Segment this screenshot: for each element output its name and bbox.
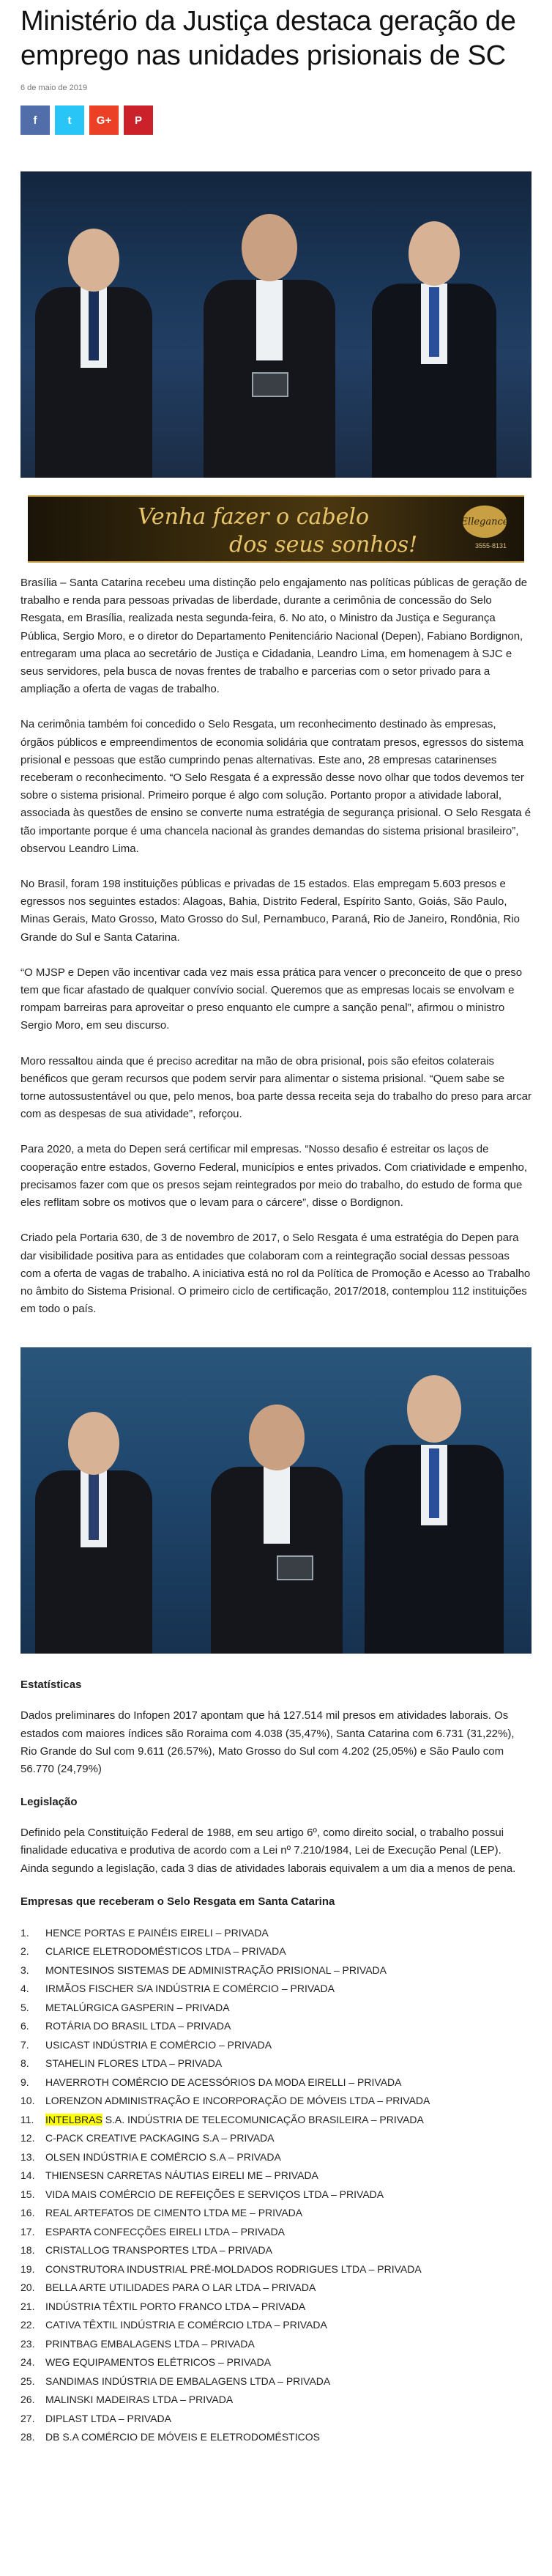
ad-line-2: dos seus sonhos! [229, 532, 418, 558]
list-item: 10. LORENZON ADMINISTRAÇÃO E INCORPORAÇÃO DE MÓVEIS LTDA – PRIVADA [20, 2095, 430, 2107]
list-item: 18. CRISTALLOG TRANSPORTES LTDA – PRIVADA [20, 2244, 272, 2257]
paragraph: Para 2020, a meta do Depen será certificar mil empresas. “Nosso desafio é estreitar os laços de cooperação entre estados, Governo Federal, municípios e entes privados. Com criatividade e empenho, precisamos fazer com que os presos sejam reintegrados por meio do trabalho, do estudo de forma que eles reflitam sobre os motivos que o levam para o cárcere”, disse o Bordignon. [20, 1143, 528, 1210]
pinterest-icon: P [134, 114, 142, 127]
paragraph: “O MJSP e Depen vão incentivar cada vez mais essa prática para vencer o preconceito de que o preso tem que ficar afastado de qualquer convívio social. Queremos que as empresas locais se envolvam e rompam barreiras para aproveitar o preso enquanto ele cumpre a sanção penal”, afirmou o ministro Sergio Moro, em seu discurso. [20, 966, 523, 1032]
paragraph: Criado pela Portaria 630, de 3 de novembro de 2017, o Selo Resgata é uma estratégia do Depen para dar visibilidade positiva para as entidades que colaboram com a reintegração social dessas pessoas com a oferta de vagas de trabalho. A iniciativa está no rol da Política de Promoção e Acesso ao Trabalho no âmbito do Sistema Prisional. O primeiro ciclo de certificação, 2017/2018, contemplou 112 instituições em todo o país. [20, 1232, 531, 1316]
ad-phone: 3555-8131 [474, 542, 507, 549]
stats-heading: Estatísticas [20, 1679, 82, 1692]
law-heading: Legislação [20, 1796, 78, 1809]
ceremony-photo [20, 171, 532, 478]
salon-ad-banner[interactable] [28, 495, 524, 563]
list-item: 6. ROTÁRIA DO BRASIL LTDA – PRIVADA [20, 2020, 231, 2032]
search-highlight: INTELBRAS [45, 2113, 102, 2125]
law-section [20, 1824, 532, 1878]
person-left [35, 1412, 152, 1654]
article-date: 6 de maio de 2019 [20, 84, 88, 92]
article-body [20, 574, 532, 1318]
stats-paragraph: Dados preliminares do Infopen 2017 apontam que há 127.514 mil presos em atividades laborais. Os estados com maiores índices são Roraima com 4.038 (35,47%), Santa Catarina com 6.731 (31,22%), Rio Grande do Sul com 9.611 (26.57%), Mato Grosso do Sul com 4.202 (25,05%) e São Paulo com 56.770 (24,79%) [20, 1709, 515, 1775]
paragraph: Moro ressaltou ainda que é preciso acreditar na mão de obra prisional, pois são efeitos colaterais benéficos que geram recursos que podem servir para alimentar o sistema prisional. “Quem sabe se torne autossustentável ou que, pelo menos, boa parte dessa receita seja do trabalho do preso para arcar com as despesas de sua atividade”, reforçou. [20, 1054, 532, 1121]
list-item: 20. BELLA ARTE UTILIDADES PARA O LAR LTDA – PRIVADA [20, 2281, 316, 2294]
google-plus-icon: G+ [96, 114, 112, 127]
paragraph: No Brasil, foram 198 instituições públicas e privadas de 15 estados. Elas empregam 5.603 presos e egressos nos seguintes estados: Alagoas, Bahia, Distrito Federal, Espírito Santo, Goiás, São Paulo, Minas Gerais, Mato Grosso, Mato Grosso do Sul, Pernambuco, Paraná, Rio de Janeiro, Rondônia, Rio Grande do Sul e Santa Catarina. [20, 878, 520, 944]
list-item: 19. CONSTRUTORA INDUSTRIAL PRÉ-MOLDADOS RODRIGUES LTDA – PRIVADA [20, 2262, 422, 2275]
list-item: 25. SANDIMAS INDÚSTRIA DE EMBALAGENS LTDA – PRIVADA [20, 2375, 331, 2387]
stats-section [20, 1707, 532, 1778]
list-item: 8. STAHELIN FLORES LTDA – PRIVADA [20, 2057, 223, 2070]
list-item: 22. CATIVA TÊXTIL INDÚSTRIA E COMÉRCIO LTDA – PRIVADA [20, 2319, 327, 2331]
person-left [35, 229, 152, 478]
list-item: 11. INTELBRAS S.A. INDÚSTRIA DE TELECOMUNICAÇÃO BRASILEIRA – PRIVADA [20, 2113, 424, 2125]
facebook-icon: f [33, 114, 37, 127]
list-item: 23. PRINTBAG EMBALAGENS LTDA – PRIVADA [20, 2337, 255, 2350]
list-item: 16. REAL ARTEFATOS DE CIMENTO LTDA ME – PRIVADA [20, 2207, 303, 2219]
award-plaque [277, 1555, 313, 1580]
list-item: 7. USICAST INDÚSTRIA E COMÉRCIO – PRIVADA [20, 2038, 272, 2051]
list-item: 4. IRMÃOS FISCHER S/A INDÚSTRIA E COMÉRCIO – PRIVADA [20, 1983, 335, 1995]
person-right [372, 221, 496, 478]
list-item: 3. MONTESINOS SISTEMAS DE ADMINISTRAÇÃO PRISIONAL – PRIVADA [20, 1964, 387, 1976]
facebook-share-button[interactable] [20, 106, 50, 135]
law-paragraph: Definido pela Constituição Federal de 1988, em seu artigo 6º, como direito social, o trabalho possui finalidade educativa e produtiva de acordo com a Lei nº 7.210/1984, Lei de Execução Penal (LEP). Ainda segundo a legislação, cada 3 dias de atividades laborais equivalem a um dia a menos de pena. [20, 1826, 516, 1875]
person-center [204, 214, 335, 478]
article-title: Ministério da Justiça destaca geração de emprego nas unidades prisionais de SC [20, 6, 516, 71]
list-item: 17. ESPARTA CONFECÇÕES EIRELI LTDA – PRIVADA [20, 2225, 286, 2238]
list-item: 5. METALÚRGICA GASPERIN – PRIVADA [20, 2001, 230, 2013]
list-item: 21. INDÚSTRIA TÊXTIL PORTO FRANCO LTDA – PRIVADA [20, 2300, 306, 2312]
list-item: 2. CLARICE ELETRODOMÉSTICOS LTDA – PRIVADA [20, 1945, 286, 1958]
list-item: 12. C-PACK CREATIVE PACKAGING S.A – PRIVADA [20, 2132, 275, 2144]
person-center [211, 1404, 343, 1654]
handshake-photo [20, 1347, 532, 1654]
list-item: 24. WEG EQUIPAMENTOS ELÉTRICOS – PRIVADA [20, 2356, 272, 2369]
google-plus-share-button[interactable] [89, 106, 119, 135]
list-item: 27. DIPLAST LTDA – PRIVADA [20, 2412, 171, 2424]
paragraph: Na cerimônia também foi concedido o Selo Resgata, um reconhecimento destinado às empresas, órgãos públicos e empreendimentos de economia solidária que contratam presos, egressos do sistema prisional e pessoas que estão cumprindo penas alternativas. Este ano, 28 empresas catarinenses receberam o reconhecimento. “O Selo Resgata é a expressão desse novo olhar que todos devemos ter sobre o sistema prisional. Primeiro porque é algo com solução. Portanto propor a atividade laboral, associada às questões de ensino se converte numa estratégia de segurança prisional. O Selo Resgata é tão importante porque é uma chancela nacional às grandes demandas do sistema prisional brasileiro”, observou Leandro Lima. [20, 718, 532, 855]
list-item: 13. OLSEN INDÚSTRIA E COMÉRCIO S.A – PRIVADA [20, 2150, 281, 2163]
companies-list [20, 1924, 532, 2447]
companies-heading: Empresas que receberam o Selo Resgata em Santa Catarina [20, 1895, 335, 1908]
ad-logo: Ellegance [463, 506, 507, 538]
list-item: 26. MALINSKI MADEIRAS LTDA – PRIVADA [20, 2394, 234, 2406]
pinterest-share-button[interactable] [124, 106, 153, 135]
paragraph: Brasília – Santa Catarina recebeu uma distinção pelo engajamento nas políticas públicas de geração de trabalho e renda para pessoas privadas de liberdade, durante a cerimônia de concessão do Selo Resgata, em Brasília, realizada nesta segunda-feira, 6. No ato, o Ministro da Justiça e Segurança Pública, Sergio Moro, e o diretor do Departamento Penitenciário Nacional (Depen), Fabiano Bordignon, entregaram uma placa ao secretário de Justiça e Cidadania, Leandro Lima, em homenagem à SJC e seus servidores, pela busca de novas frentes de trabalho e parcerias com o setor privado para a ampliação a oferta de vagas de trabalho. [20, 577, 528, 696]
list-item: 14. THIENSESN CARRETAS NÁUTIAS EIRELI ME – PRIVADA [20, 2169, 318, 2182]
list-item: 15. VIDA MAIS COMÉRCIO DE REFEIÇÕES E SERVIÇOS LTDA – PRIVADA [20, 2188, 384, 2200]
award-plaque [252, 372, 288, 397]
list-item: 1. HENCE PORTAS E PAINÉIS EIRELI – PRIVADA [20, 1926, 269, 1939]
twitter-share-button[interactable] [55, 106, 84, 135]
share-bar [20, 106, 532, 135]
twitter-icon: t [67, 114, 72, 127]
list-item: 9. HAVERROTH COMÉRCIO DE ACESSÓRIOS DA MODA EIRELLI – PRIVADA [20, 2076, 402, 2088]
list-item: 28. DB S.A COMÉRCIO DE MÓVEIS E ELETRODOMÉSTICOS [20, 2431, 320, 2443]
ad-line-1: Venha fazer o cabelo [138, 504, 370, 530]
person-right [365, 1375, 504, 1654]
